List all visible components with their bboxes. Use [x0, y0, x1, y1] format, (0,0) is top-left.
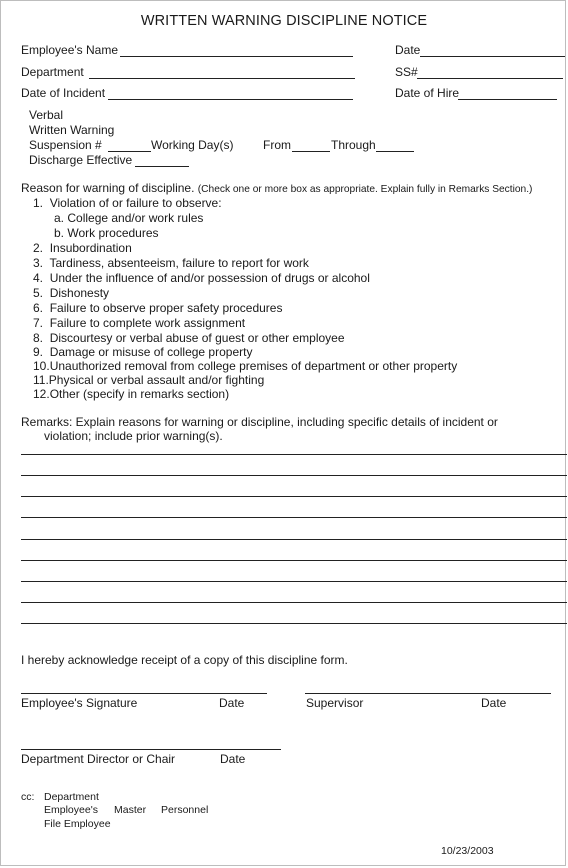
ss-field[interactable] [417, 78, 563, 79]
reason-item-6[interactable]: 6. Failure to observe proper safety procedures [33, 301, 283, 315]
reason-label: Reason for warning of discipline. [21, 181, 195, 195]
remarks-line[interactable] [21, 475, 567, 476]
date-of-hire-label: Date of Hire [395, 86, 460, 100]
director-signature-line[interactable] [21, 749, 281, 750]
cc-department: Department [44, 791, 99, 803]
supervisor-signature-line[interactable] [305, 693, 551, 694]
through-field[interactable] [376, 151, 414, 152]
date-of-hire-field[interactable] [458, 99, 557, 100]
remarks-instruction-line2: violation; include prior warning(s). [44, 429, 223, 443]
remarks-line[interactable] [21, 602, 567, 603]
suspension-label[interactable]: Suspension # [29, 138, 102, 152]
working-days-label: Working Day(s) [151, 138, 234, 152]
department-field[interactable] [89, 78, 355, 79]
date-of-incident-label: Date of Incident [21, 86, 106, 100]
reason-item-1[interactable]: 1. Violation of or failure to observe: [33, 196, 222, 210]
employee-signature-label: Employee's Signature [21, 696, 138, 710]
verbal-option[interactable]: Verbal [29, 108, 64, 122]
employee-name-label: Employee's Name [21, 43, 118, 57]
from-label: From [263, 138, 291, 152]
supervisor-label: Supervisor [306, 696, 364, 710]
remarks-line[interactable] [21, 496, 567, 497]
through-label: Through [331, 138, 376, 152]
date-field[interactable] [420, 56, 565, 57]
cc-employees: Employee's [44, 804, 98, 816]
reason-item-7[interactable]: 7. Failure to complete work assignment [33, 316, 246, 330]
reason-instruction: (Check one or more box as appropriate. Explain fully in Remarks Section.) [197, 184, 533, 195]
reason-item-11[interactable]: 11.Physical or verbal assault and/or fighting [33, 373, 265, 387]
cc-file-employee: File Employee [44, 818, 111, 830]
employee-date-label: Date [219, 696, 245, 710]
form-revision-date: 10/23/2003 [441, 845, 494, 857]
supervisor-date-label: Date [481, 696, 507, 710]
reason-item-2[interactable]: 2. Insubordination [33, 241, 132, 255]
remarks-line[interactable] [21, 581, 567, 582]
suspension-number-field[interactable] [108, 151, 151, 152]
remarks-line[interactable] [21, 517, 567, 518]
remarks-line[interactable] [21, 454, 567, 455]
employee-name-field[interactable] [120, 56, 353, 57]
form-title: WRITTEN WARNING DISCIPLINE NOTICE [140, 13, 428, 29]
reason-item-3[interactable]: 3. Tardiness, absenteeism, failure to report for work [33, 256, 309, 270]
cc-personnel: Personnel [161, 804, 209, 816]
employee-signature-line[interactable] [21, 693, 267, 694]
director-label: Department Director or Chair [21, 752, 176, 766]
reason-item-1a[interactable]: a. College and/or work rules [54, 211, 204, 225]
reason-item-5[interactable]: 5. Dishonesty [33, 286, 110, 300]
remarks-line[interactable] [21, 623, 567, 624]
reason-item-9[interactable]: 9. Damage or misuse of college property [33, 345, 253, 359]
reason-item-4[interactable]: 4. Under the influence of and/or possession of drugs or alcohol [33, 271, 370, 285]
director-date-label: Date [220, 752, 246, 766]
reason-item-12[interactable]: 12.Other (specify in remarks section) [33, 387, 230, 401]
remarks-line[interactable] [21, 560, 567, 561]
cc-master: Master [114, 804, 147, 816]
date-of-incident-field[interactable] [108, 99, 353, 100]
from-field[interactable] [292, 151, 330, 152]
remarks-instruction-line1: Remarks: Explain reasons for warning or discipline, including specific details of incident or [21, 415, 498, 429]
reason-item-8[interactable]: 8. Discourtesy or verbal abuse of guest or other employee [33, 331, 345, 345]
acknowledgement-text: I hereby acknowledge receipt of a copy of this discipline form. [21, 653, 348, 667]
remarks-line[interactable] [21, 539, 567, 540]
cc-label: cc: [21, 791, 35, 803]
discharge-effective-label[interactable]: Discharge Effective [29, 153, 133, 167]
department-label: Department [21, 65, 84, 79]
reason-item-1b[interactable]: b. Work procedures [54, 226, 159, 240]
written-warning-option[interactable]: Written Warning [29, 123, 115, 137]
ss-label: SS# [395, 65, 418, 79]
discharge-effective-field[interactable] [135, 166, 189, 167]
date-label: Date [395, 43, 421, 57]
reason-item-10[interactable]: 10.Unauthorized removal from college premises of department or other property [33, 359, 458, 373]
reason-heading [21, 181, 532, 197]
